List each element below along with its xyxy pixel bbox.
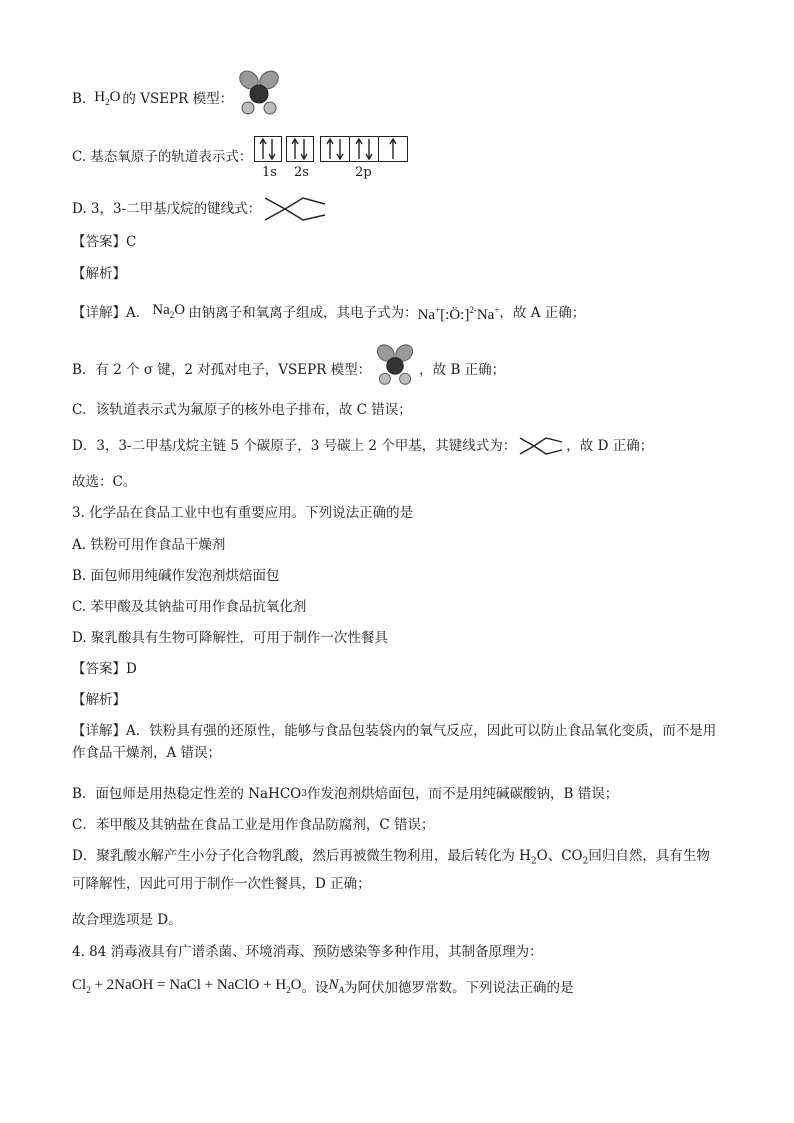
vsepr-model-icon — [233, 68, 285, 118]
q3-option-b: B. 面包师用纯碱作发泡剂烘焙面包 — [72, 568, 280, 584]
q3-answer: 【答案】D — [72, 661, 137, 677]
water-formula: $H_2O$ — [94, 88, 121, 107]
vsepr-model-icon — [371, 342, 419, 388]
paired-arrows-icon — [321, 137, 349, 161]
sodium-oxide-formula: $Na_2O$ — [152, 302, 186, 320]
option-b — [72, 80, 285, 118]
paired-arrows-icon — [287, 137, 313, 161]
q2-detail-d: D．3，3-二甲基戊烷主链 5 个碳原子，3 号碳上 2 个甲基，其键线式为： ，故 D 正确； — [72, 438, 654, 454]
q3-option-a: A. 铁粉可用作食品干燥剂 — [72, 537, 226, 553]
orbital-2s — [286, 136, 314, 162]
q3-detail-a: 【详解】A．铁粉具有强的还原性，能够与食品包装袋内的氧气反应，因此可以防止食品氧化变质，而不是用作食品干燥剂，A 错误； — [72, 723, 717, 761]
orbital-labels: 1s 2s 2p — [261, 165, 372, 180]
q3-option-c: C. 苯甲酸及其钠盐可用作食品抗氧化剂 — [72, 599, 307, 615]
q2-analysis: 【解析】 — [72, 266, 126, 282]
option-d — [72, 196, 329, 222]
q2-choice: 故选：C。 — [72, 474, 137, 490]
electron-formula: Na+[:Ö:]$^{2-}$Na+ — [417, 305, 500, 323]
chemical-equation: $Cl_2$ + 2NaOH = NaCl + NaClO + $H_2O$ — [72, 977, 302, 995]
q3-choice: 故合理选项是 D。 — [72, 912, 182, 928]
q2-detail-a: 【详解】A． $Na_2O$ 由钠离子和氧离子组成，其电子式为： Na+[:Ö:]$^{2-}$Na+ ，故 A 正确； — [72, 302, 586, 323]
option-d-text: D. 3，3-二甲基戊烷的键线式： — [72, 201, 262, 217]
q3-stem: 3. 化学品在食品工业中也有重要应用。下列说法正确的是 — [72, 505, 414, 521]
q2-detail-b: B．有 2 个 σ 键，2 对孤对电子，VSEPR 模型： ，故 B 正确； — [72, 352, 505, 388]
q4-equation: $Cl_2$ + 2NaOH = NaCl + NaClO + $H_2O$ 。设 $N_A$ 为阿伏加德罗常数。下列说法正确的是 — [72, 975, 574, 1000]
q2-answer: 【答案】C — [72, 234, 137, 250]
orbital-1s — [254, 136, 282, 162]
skeletal-formula-icon — [263, 196, 329, 222]
orbital-2p — [320, 136, 408, 162]
q3-detail-c: C．苯甲酸及其钠盐在食品工业是用作食品防腐剂，C 错误； — [72, 817, 435, 833]
option-b-prefix: B. — [72, 91, 87, 107]
option-c — [72, 136, 408, 180]
q3-analysis: 【解析】 — [72, 692, 126, 708]
q4-stem: 4. 84 消毒液具有广谱杀菌、环境消毒、预防感染等多种作用，其制备原理为： — [72, 944, 543, 960]
skeletal-formula-icon — [518, 436, 564, 456]
q2-detail-c: C．该轨道表示式为氟原子的核外电子排布，故 C 错误； — [72, 402, 412, 418]
q3-detail-b: B．面包师是用热稳定性差的 NaHCO 3 作发泡剂烘焙面包，而不是用纯碱碳酸钠，B 错误； — [72, 786, 619, 802]
option-c-text: C. 基态氧原子的轨道表示式： — [72, 148, 253, 165]
q3-option-d: D. 聚乳酸具有生物可降解性，可用于制作一次性餐具 — [72, 630, 388, 646]
paired-arrows-icon — [350, 137, 378, 161]
q3-detail-d: D．聚乳酸水解产生小分子化合物乳酸，然后再被微生物利用，最后转化为 $H_2O$、$CO_2$回归自然，具有生物可降解性，因此可用于制作一次性餐具，D 正确； — [72, 848, 710, 892]
option-b-text: 的 VSEPR 模型： — [122, 91, 234, 107]
orbital-diagram — [254, 136, 408, 180]
avogadro-symbol: $N_A$ — [328, 977, 345, 995]
up-arrow-icon — [379, 137, 407, 161]
paired-arrows-icon — [255, 137, 281, 161]
